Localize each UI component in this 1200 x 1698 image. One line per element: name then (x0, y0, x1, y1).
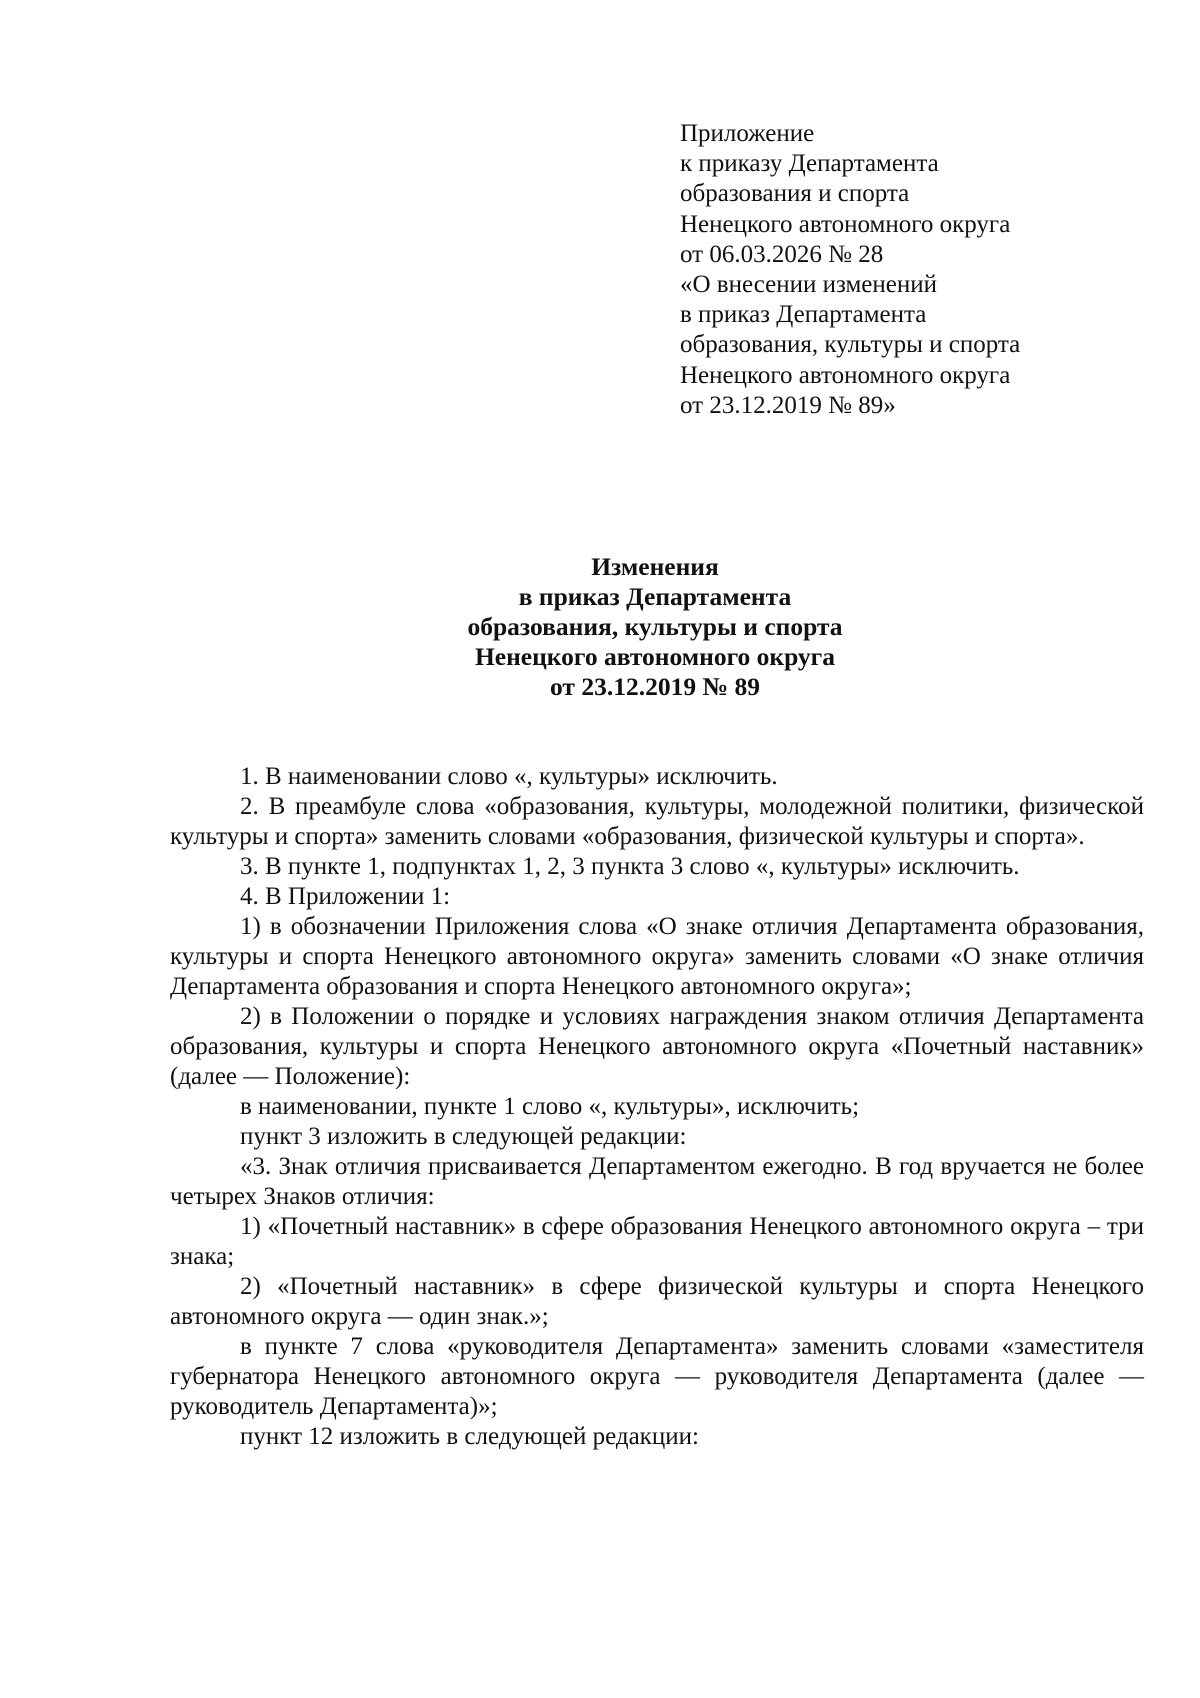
paragraph-item-3: 3. В пункте 1, подпунктах 1, 2, 3 пункта 3 слово «, культуры» исключить. (240, 853, 1020, 880)
paragraph-item-2: 2. В преамбуле слова «образования, культуры, молодежной политики, физической культуры и спорта» заменить словами «образования, физической культуры и спорта». (170, 793, 1144, 850)
title-line: Ненецкого автономного округа (474, 642, 836, 671)
appendix-line: образования и спорта (680, 180, 910, 208)
paragraph-point-12: пункт 12 изложить в следующей редакции: (240, 1423, 699, 1450)
paragraph-naming-change: в наименовании, пункте 1 слово «, культуры», исключить; (240, 1093, 860, 1120)
appendix-line: Ненецкого автономного округа (680, 210, 1011, 238)
title-line: образования, культуры и спорта (467, 612, 843, 641)
paragraph-quote-3: «3. Знак отличия присваивается Департаментом ежегодно. В год вручается не более четырех Знаков отличия: (170, 1153, 1144, 1210)
paragraph-item-1: 1. В наименовании слово «, культуры» исключить. (240, 763, 778, 790)
title-line: от 23.12.2019 № 89 (550, 672, 760, 701)
appendix-line: Приложение (680, 120, 815, 147)
appendix-line: образования, культуры и спорта (680, 331, 1021, 359)
appendix-line: от 23.12.2019 № 89» (680, 391, 896, 419)
appendix-line: к приказу Департамента (680, 150, 939, 178)
paragraph-subitem-1: 1) в обозначении Приложения слова «О знаке отличия Департамента образования, культуры и спорта Ненецкого автономного округа» заменить словами «О знаке отличия Департамента образования и спорта Ненецкого автономного округа»; (170, 913, 1144, 1000)
paragraph-quote-3-1: 1) «Почетный наставник» в сфере образования Ненецкого автономного округа – три знака; (170, 1213, 1144, 1270)
document-body (170, 762, 1144, 1452)
appendix-line: «О внесении изменений (680, 271, 938, 299)
document-title (170, 552, 1140, 702)
appendix-header (680, 119, 1140, 421)
appendix-line: от 06.03.2026 № 28 (680, 240, 884, 268)
paragraph-subitem-2: 2) в Положении о порядке и условиях награждения знаком отличия Департамента образования, культуры и спорта Ненецкого автономного округа «Почетный наставник» (далее — Положение): (170, 1003, 1144, 1090)
appendix-line: в приказ Департамента (680, 301, 927, 329)
paragraph-point-3: пункт 3 изложить в следующей редакции: (240, 1123, 687, 1150)
paragraph-item-4: 4. В Приложении 1: (240, 883, 451, 910)
title-line: Изменения (591, 552, 719, 581)
title-line: в приказ Департамента (518, 582, 792, 611)
appendix-line: Ненецкого автономного округа (680, 361, 1011, 389)
paragraph-point-7: в пункте 7 слова «руководителя Департамента» заменить словами «заместителя губернатора Ненецкого автономного округа — руководителя Департамента (далее — руководитель Департамента)»; (170, 1333, 1144, 1420)
paragraph-quote-3-2: 2) «Почетный наставник» в сфере физической культуры и спорта Ненецкого автономного округа — один знак.»; (170, 1273, 1144, 1330)
